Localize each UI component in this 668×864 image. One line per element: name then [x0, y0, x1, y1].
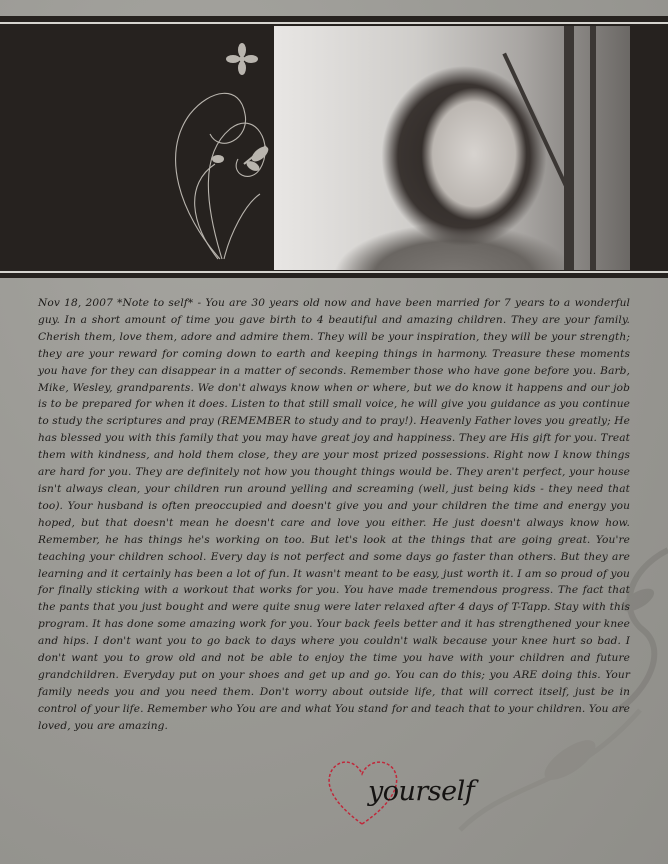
bottom-divider: [0, 271, 668, 273]
flower-icon: [226, 43, 258, 75]
flower-swirl-icon: [160, 34, 280, 264]
signature-text: yourself: [368, 776, 475, 807]
butterfly-icon: [212, 144, 271, 173]
journal-text: Nov 18, 2007 *Note to self* - You are 30 years old now and have been married for 7 years to a wonderful guy. In a short amount of time you gave birth to 4 beautiful and amazing children. They are your family. Cherish them, love them, adore and admire them. They will be your inspiration, they will be your strength; they are your reward for coming down to earth and keeping things in harmony. Treasure these moments you have for they can disappear in a matter of seconds. Remember those who have gone before you. Barb, Mike, Wesley, grandparents. We don't always know when or where, but we do know it happens and our job is to be prepared for when it does. Listen to that still small voice, he will give you guidance as you continue to study the scriptures and pray (REMEMBER to study and to pray!). Heavenly Father loves you greatly; He has blessed you with this family that you may have great joy and happiness. They are His gift for you. Treat them with kindness, and hold them close, they are your most prized possessions. Right now I know things are hard for you. They are definitely not how you thought things would be. They aren't perfect, your house isn't always clean, your children run around yelling and screaming (well, just being kids - they need that too). Your husband is often preoccupied and doesn't give you and your children the time and energy you hoped, but that doesn't mean he doesn't care and love you either. He just doesn't always know how. Remember, he has things he's working on too. But let's look at the things that are going great. You're teaching your children school. Every day is not perfect and some days go faster than others. But they are learning and it certainly has been a lot of fun. It wasn't meant to be easy, just worth it. I am so proud of you for finally sticking with a workout that works for you. You have made tremendous progress. The fact that the pants that you just bought and were quite snug were later relaxed after 4 days of T-Tapp. Stay with this program. It has done some amazing work for you. Your back feels better and it has strengthened your knee and hips. I don't want you to go back to days where you couldn't walk because your knee hurt so bad. I don't want you to grow old and not be able to enjoy the time you have with your children and future grandchildren. Everyday put on your shoes and get up and go. You can do this; you ARE doing this. Your family needs you and you need them. Don't worry about outside life, that will correct itself, just be in control of your life. Remember who You are and what You stand for and teach that to your children. You are loved, you are amazing.: [38, 297, 630, 732]
top-divider: [0, 22, 668, 24]
portrait-photo: [274, 26, 630, 270]
